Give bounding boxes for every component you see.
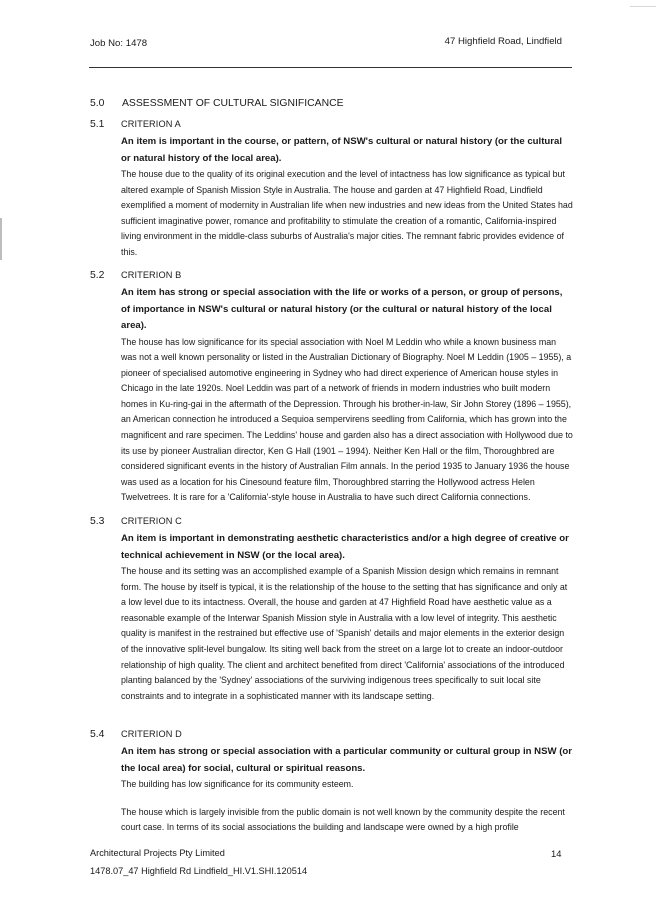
criterion-number: 5.4 bbox=[90, 729, 105, 740]
criterion-heading: An item has strong or special association with a particular community or cultural group in NSW (or the local area) for social, cultural or spiritual reasons. bbox=[121, 746, 572, 774]
section-number: 5.0 bbox=[90, 98, 105, 109]
criterion-heading: An item is important in demonstrating aesthetic characteristics and/or a high degree of creative or technical achievement in NSW (or the local area). bbox=[121, 533, 569, 561]
criterion-number: 5.3 bbox=[90, 516, 105, 527]
criterion-heading: An item is important in the course, or pattern, of NSW's cultural or natural history (or the cultural or natural history of the local area). bbox=[121, 136, 562, 164]
header-address: 47 Highfield Road, Lindfield bbox=[444, 36, 562, 47]
criterion-paragraph: The house which is largely invisible from the public domain is not well known by the community despite the recent court case. In terms of its social associations the building and landscape were owned by a high profile bbox=[121, 806, 565, 833]
criterion-number: 5.2 bbox=[90, 270, 105, 281]
footer-document-reference: 1478.07_47 Highfield Rd Lindfield_HI.V1.SHI.120514 bbox=[90, 866, 308, 876]
scan-edge-mark bbox=[630, 0, 656, 7]
criterion-title: CRITERION A bbox=[121, 119, 181, 129]
footer-company: Architectural Projects Pty Limited bbox=[90, 848, 225, 858]
criterion-heading: An item has strong or special association with the life or works of a person, or group of persons, of importance in NSW's cultural or natural history (or the cultural or natural history of the local area). bbox=[121, 287, 563, 331]
criterion-paragraph: The house due to the quality of its original execution and the level of intactness has low significance as typical but altered example of Spanish Mission Style in Australia. The house and garden at 47 Highfield Road, Lindfield exemplified a moment of modernity in Australian life when new industries and new ideas from the United States had sufficient imaginative power, romance and profitability to stimulate the creation of a romantic, California-inspired living environment in the middle-class suburbs of Australia's major cities. The remnant fabric provides evidence of this. bbox=[121, 169, 573, 257]
criterion-number: 5.1 bbox=[90, 119, 105, 130]
criterion-paragraph: The house has low significance for its special association with Noel M Leddin who while a known business man was not a well known personality or listed in the Australian Dictionary of Biography. Noel M Leddin (1905 – 1955), a pioneer of specialised automotive engineering in Sydney who had direct experience of American house styles in Chicago in the late 1920s. Noel Leddin was part of a network of friends in modern industries who built modern homes in Ku-ring-gai in the aftermath of the Depression. Through his brother-in-law, Sir John Storey (1896 – 1955), an American connection he introduced a Sequioa sempervirens seedling from California, which has grown into the magnificent and rare specimen. The Leddins' house and garden also has a direct association with Hollywood due to its use by pioneer Australian director, Ken G Hall (1901 – 1994). Neither Ken Hall or the film, Thoroughbred are considered significant events in the history of Australian Film annals. In the period 1935 to January 1936 the house was used as a location for his Cinesound feature film, Thoroughbred starring the Hollywood actress Helen Twelvetrees. It is rare for a 'California'-style house in Australia to have such direct California connections. bbox=[121, 336, 573, 503]
footer-page-number: 14 bbox=[551, 848, 562, 859]
section-heading bbox=[90, 98, 344, 109]
scan-edge-mark bbox=[0, 218, 2, 260]
criterion-paragraph: The building has low significance for its community esteem. bbox=[121, 779, 354, 789]
section-title: ASSESSMENT OF CULTURAL SIGNIFICANCE bbox=[122, 98, 344, 109]
criterion-title: CRITERION B bbox=[121, 270, 182, 280]
criterion-title: CRITERION C bbox=[121, 516, 182, 526]
header-rule bbox=[89, 67, 572, 68]
criterion-title: CRITERION D bbox=[121, 729, 182, 739]
criterion-paragraph: The house and its setting was an accomplished example of a Spanish Mission design which remains in remnant form. The house by itself is typical, it is the relationship of the house to the setting that has significance and only at a low level due to its intactness. Overall, the house and garden at 47 Highfield Road have aesthetic value as a reasonable example of the Interwar Spanish Mission style in Australia with a low level of integrity. This aesthetic quality is manifest in the restrained but effective use of 'Spanish' details and major elements in the exterior design of the innovative split-level bungalow. Its siting well back from the street on a large lot to create an indoor-outdoor relationship of high quality. The client and architect benefited from direct 'California' associations of the introduced planting balanced by the 'Sydney' associations of the surviving indigenous trees specifically to suit local site constraints and to integrate in a sophisticated manner with its landscape setting. bbox=[121, 566, 568, 701]
header-job-number: Job No: 1478 bbox=[90, 38, 148, 49]
